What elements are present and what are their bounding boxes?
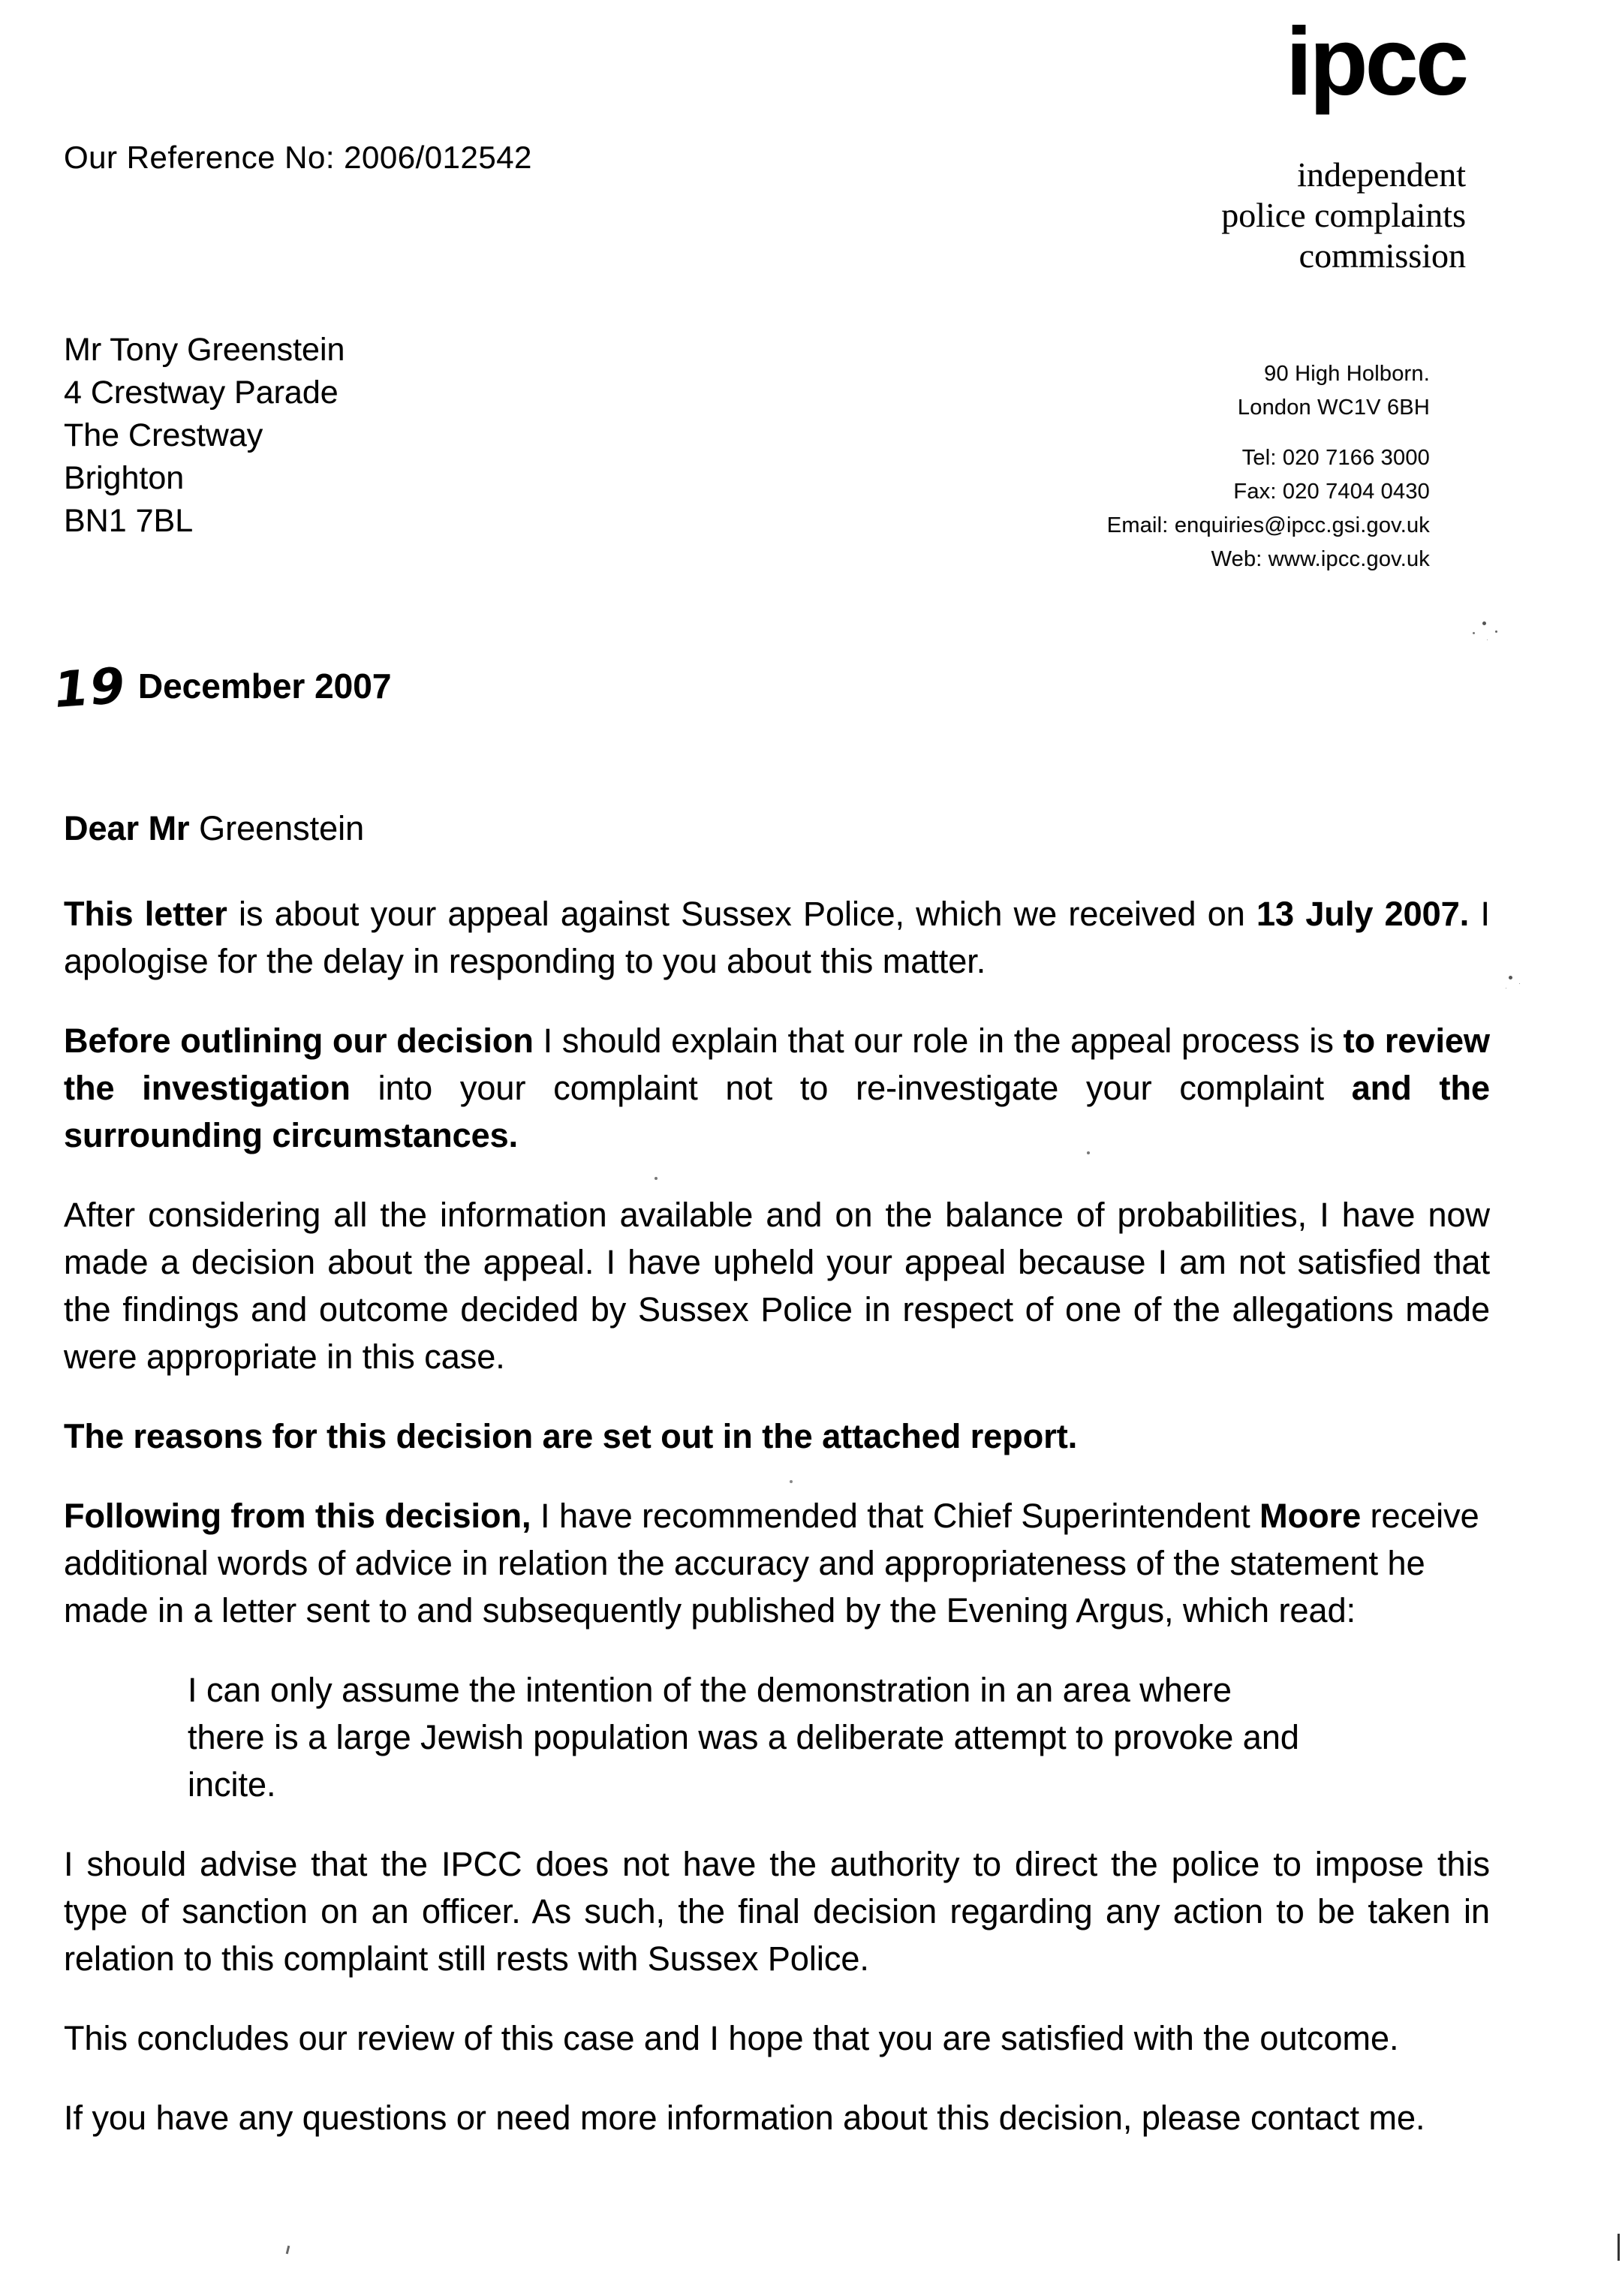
letter-date (50, 656, 392, 720)
bold-text: Dear Mr (64, 809, 190, 847)
text-line: BN1 7BL (64, 503, 194, 539)
bold-text: to review the investigation (64, 1022, 1490, 1107)
reference-number: Our Reference No: 2006/012542 (64, 140, 532, 175)
text-line: independent (1297, 155, 1466, 194)
scan-artifact (655, 1177, 658, 1180)
date-month-year: December 2007 (137, 667, 392, 706)
ipcc-tagline (1221, 155, 1466, 276)
text: into your complaint not to re-investigate your complaint (350, 1069, 1352, 1107)
paragraph (64, 1492, 1490, 1634)
scan-artifact (1482, 621, 1486, 625)
handwritten-day: 19 (50, 656, 130, 720)
paragraph (64, 1017, 1490, 1159)
contact-gap (1107, 425, 1430, 441)
text-line: Tel: 020 7166 3000 (1241, 446, 1430, 470)
scan-artifact (1087, 1151, 1090, 1154)
recipient-address (64, 329, 345, 543)
text: I can only assume the intention of the demonstration in an area where there is a large Jewish population was a deliberate attempt to provoke and incite. (188, 1671, 1299, 1804)
text-line: commission (1299, 236, 1466, 275)
text-line: Brighton (64, 460, 185, 496)
text: I should explain that our role in the appeal process is (533, 1022, 1344, 1060)
text: Greenstein (189, 809, 365, 847)
letter-body (64, 890, 1490, 2174)
text: I should advise that the IPCC does not have the authority to direct the police to impose this type of sanction on an officer. As such, the final decision regarding any action to be taken in relation to this complaint still rests with Sussex Police. (64, 1845, 1490, 1978)
text-line: 90 High Holborn. (1264, 362, 1430, 386)
text: is about your appeal against Sussex Police, which we received on (227, 895, 1257, 933)
bold-text: 13 July 2007. (1256, 895, 1470, 933)
text-line: Mr Tony Greenstein (64, 332, 345, 368)
contact-address (1107, 357, 1430, 425)
paragraph (188, 1666, 1306, 1808)
contact-details (1107, 441, 1430, 576)
bold-text: Moore (1259, 1497, 1362, 1535)
paragraph (64, 2015, 1490, 2062)
text-line: London WC1V 6BH (1237, 396, 1430, 420)
ipcc-logo: ipcc (1285, 8, 1466, 116)
text-line: Fax: 020 7404 0430 (1233, 480, 1430, 504)
scan-artifact (1509, 976, 1512, 979)
text: If you have any questions or need more information about this decision, please contact me. (64, 2099, 1425, 2137)
text-line: Web: www.ipcc.gov.uk (1211, 547, 1430, 571)
bold-text: Before outlining our decision (64, 1022, 534, 1060)
salutation (64, 809, 364, 848)
paragraph (64, 2094, 1490, 2141)
text: This concludes our review of this case and I hope that you are satisfied with the outcome. (64, 2019, 1399, 2057)
scan-artifact (286, 2246, 290, 2254)
paragraph (64, 890, 1490, 985)
paragraph (64, 1413, 1490, 1460)
text-line: 4 Crestway Parade (64, 375, 339, 411)
paragraph (64, 1840, 1490, 1982)
bold-text: and the surrounding circumstances. (64, 1069, 1490, 1154)
text: I have recommended that Chief Superintendent (531, 1497, 1260, 1535)
text-line: Email: enquiries@ipcc.gsi.gov.uk (1106, 513, 1430, 537)
bold-text: This letter (64, 895, 227, 933)
scan-artifact (790, 1480, 793, 1483)
contact-block (1107, 357, 1430, 576)
bold-text: The reasons for this decision are set out in the attached report. (64, 1417, 1078, 1455)
paragraph (64, 1191, 1490, 1380)
text-line: The Crestway (64, 417, 263, 453)
text: After considering all the information available and on the balance of probabilities, I have now made a decision about the appeal. I have upheld your appeal because I am not satisfied that the findings and outcome decided by Sussex Police in respect of one of the allegations made were appropriate in this case. (64, 1196, 1490, 1376)
bold-text: Following from this decision, (64, 1497, 531, 1535)
text-line: police complaints (1221, 196, 1466, 234)
text: I apologise for the delay in responding to you about this matter. (64, 895, 1491, 980)
scan-artifact (1617, 2234, 1620, 2261)
text: receive additional words of advice in relation the accuracy and appropriateness of the statement he made in a letter sent to and subsequently published by the Evening Argus, which read: (64, 1497, 1479, 1629)
